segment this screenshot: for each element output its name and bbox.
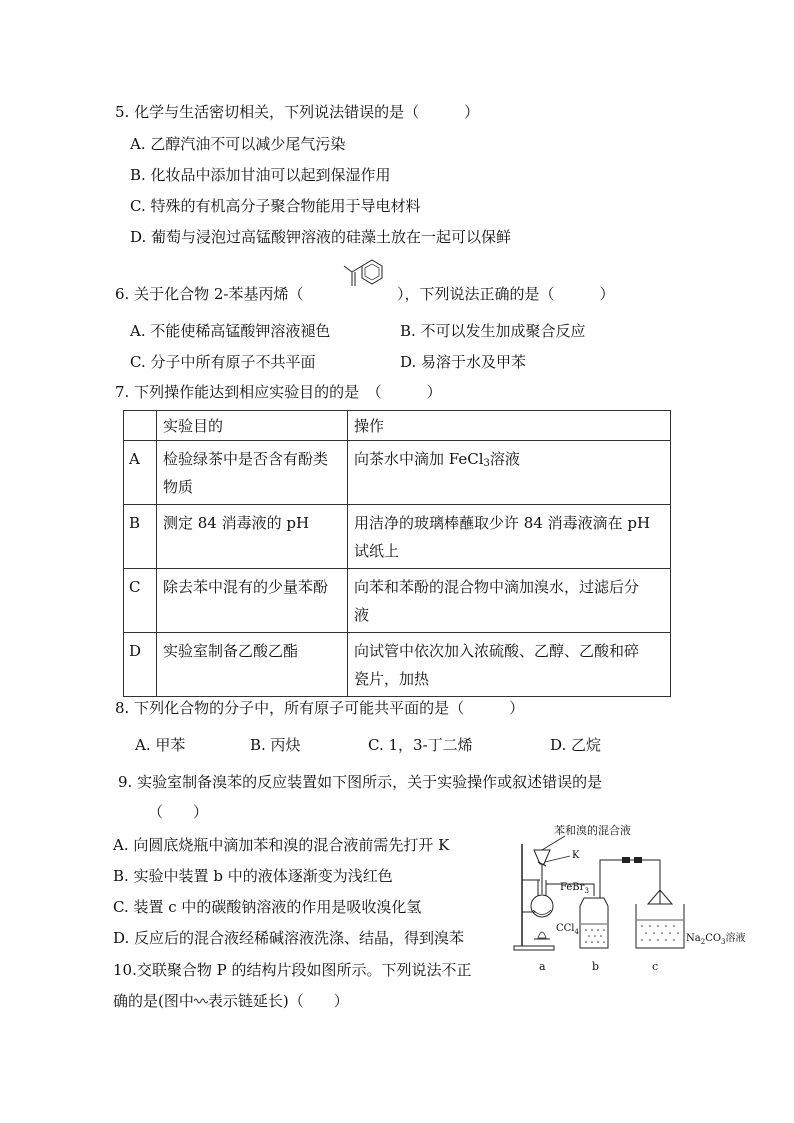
table-header-row bbox=[124, 411, 671, 441]
q6-option-a: A. 不能使稀高锰酸钾溶液褪色 bbox=[130, 322, 331, 340]
apparatus-c-label: c bbox=[652, 960, 659, 973]
op-text: 向试管中依次加入浓硫酸、乙醇、乙酸和碎 bbox=[354, 642, 640, 660]
bromobenzene-apparatus-diagram bbox=[510, 820, 760, 980]
q9-option-a: A. 向圆底烧瓶中滴加苯和溴的混合液前需先打开 K bbox=[113, 836, 450, 854]
op-text: 向苯和苯酚的混合物中滴加溴水，过滤后分 bbox=[354, 578, 640, 596]
q5-stem: 5. 化学与生活密切相关，下列说法错误的是（ ） bbox=[115, 103, 480, 121]
na2co3-label: $Na_2CO_3$溶液 bbox=[686, 933, 746, 946]
q5-option-c: C. 特殊的有机高分子聚合物能用于导电材料 bbox=[130, 197, 421, 215]
q5-option-d: D. 葡萄与浸泡过高锰酸钾溶液的硅藻土放在一起可以保鲜 bbox=[130, 228, 512, 246]
row-key: B bbox=[124, 505, 157, 569]
q9-answer-paren: （ ） bbox=[148, 803, 209, 821]
row-key: A bbox=[124, 441, 157, 505]
q7-stem: 7. 下列操作能达到相应实验目的的是 （ ） bbox=[115, 383, 442, 401]
mixture-label: 苯和溴的混合液 bbox=[554, 824, 631, 837]
apparatus-a-label: a bbox=[539, 960, 546, 973]
op-line-2: 瓷片，加热 bbox=[354, 670, 430, 688]
op-text: 用洁净的玻璃棒蘸取少许 84 消毒液滴在 pH bbox=[354, 514, 651, 532]
q9-option-d: D. 反应后的混合液经稀碱溶液洗涤、结晶，得到溴苯 bbox=[113, 929, 465, 947]
row-aim bbox=[157, 633, 348, 697]
row-operation bbox=[348, 633, 671, 697]
q10-stem-end: 表示链延长)（ ） bbox=[207, 992, 349, 1010]
table-row bbox=[124, 569, 671, 633]
q9-option-c: C. 装置 c 中的碳酸钠溶液的作用是吸收溴化氢 bbox=[113, 898, 422, 916]
q10-stem-line-2 bbox=[113, 991, 349, 1011]
op-line-2: 液 bbox=[354, 606, 370, 624]
stopcock-k-label: K bbox=[572, 850, 580, 861]
row-aim bbox=[157, 441, 348, 505]
q6-stem-end: ），下列说法正确的是（ ） bbox=[397, 285, 615, 303]
q8-option-b: B. 丙炔 bbox=[250, 736, 301, 754]
row-operation bbox=[348, 505, 671, 569]
row-aim bbox=[157, 569, 348, 633]
chain-extension-wavy-icon bbox=[194, 996, 208, 1004]
q9-option-b: B. 实验中装置 b 中的液体逐渐变为浅红色 bbox=[113, 867, 393, 885]
aim-line-1: 测定 84 消毒液的 pH bbox=[163, 514, 310, 532]
row-aim bbox=[157, 505, 348, 569]
q10-stem-start: 确的是(图中 bbox=[113, 992, 194, 1010]
q8-option-c: C. 1，3-丁二烯 bbox=[368, 736, 473, 754]
row-key: D bbox=[124, 633, 157, 697]
q8-option-a: A. 甲苯 bbox=[135, 736, 186, 754]
table-header-key bbox=[124, 411, 157, 441]
row-key: C bbox=[124, 569, 157, 633]
table-row bbox=[124, 441, 671, 505]
row-operation bbox=[348, 441, 671, 505]
q5-option-a: A. 乙醇汽油不可以减少尾气污染 bbox=[130, 135, 346, 153]
aim-line-1: 实验室制备乙酸乙酯 bbox=[163, 642, 299, 660]
q9-stem: 9. 实验室制备溴苯的反应装置如下图所示，关于实验操作或叙述错误的是 bbox=[118, 773, 603, 791]
q8-stem: 8. 下列化合物的分子中，所有原子可能共平面的是（ ） bbox=[115, 699, 525, 717]
q6-option-b: B. 不可以发生加成聚合反应 bbox=[400, 322, 586, 340]
aim-line-2: 物质 bbox=[163, 478, 194, 496]
op-text-tail: 溶液 bbox=[489, 450, 520, 468]
q8-option-d: D. 乙烷 bbox=[550, 736, 602, 754]
table-row bbox=[124, 505, 671, 569]
table-row bbox=[124, 633, 671, 697]
experiment-table bbox=[123, 410, 671, 697]
table-header-aim: 实验目的 bbox=[157, 411, 348, 441]
op-line-2: 试纸上 bbox=[354, 542, 400, 560]
aim-line-1: 检验绿茶中是否含有酚类 bbox=[163, 450, 329, 468]
q10-stem-line-1: 10.交联聚合物 P 的结构片段如图所示。下列说法不正 bbox=[113, 961, 472, 979]
aim-line-1: 除去苯中混有的少量苯酚 bbox=[163, 578, 329, 596]
q6-option-d: D. 易溶于水及甲苯 bbox=[400, 353, 527, 371]
op-subscript: 3 bbox=[483, 458, 490, 469]
2-phenylpropene-structure bbox=[334, 256, 390, 292]
q6-option-c: C. 分子中所有原子不共平面 bbox=[130, 353, 316, 371]
row-operation bbox=[348, 569, 671, 633]
table-header-operation: 操作 bbox=[348, 411, 671, 441]
q6-stem-start: 6. 关于化合物 2-苯基丙烯（ bbox=[115, 285, 304, 303]
apparatus-b-label: b bbox=[592, 960, 600, 973]
op-text: 向茶水中滴加 FeCl bbox=[354, 450, 484, 468]
ccl4-label: CCl$_4$ bbox=[556, 923, 579, 936]
febr3-label: FeBr$_3$ bbox=[560, 882, 589, 895]
q5-option-b: B. 化妆品中添加甘油可以起到保湿作用 bbox=[130, 166, 391, 184]
